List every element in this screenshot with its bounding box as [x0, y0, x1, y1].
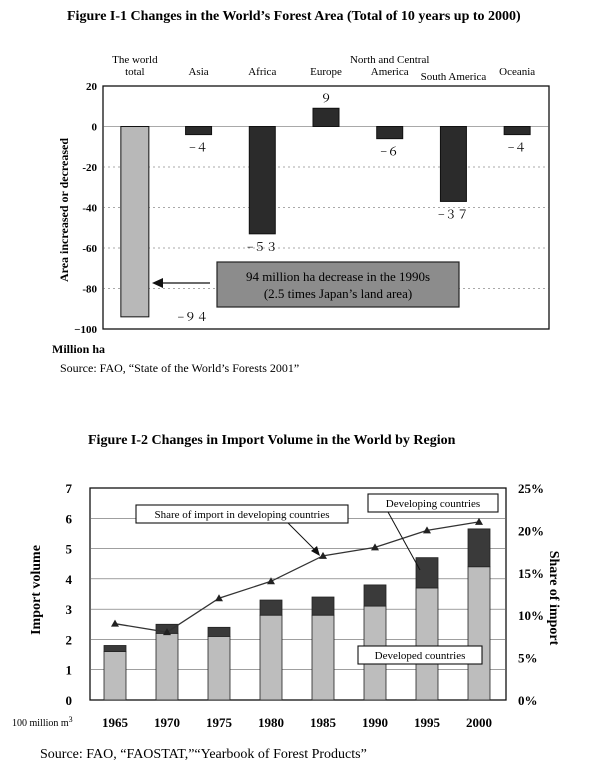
fig1-y-tick-label: -20 [82, 162, 97, 174]
fig2-bar-developing [468, 529, 490, 567]
fig1-category-label: America [370, 66, 409, 78]
fig1-annotation-line1: 94 million ha decrease in the 1990s [245, 269, 431, 284]
fig1-category-label: South America [420, 71, 487, 83]
fig2-y-tick-label: 4 [65, 571, 72, 587]
fig1-annotation-line2: (2.5 times Japan’s land area) [263, 286, 413, 301]
fig1-value-label: −３７ [438, 207, 469, 222]
fig2-y2-tick-label: 5% [518, 650, 538, 666]
fig2-y-tick-label: 2 [65, 632, 72, 648]
fig1-category-label: Oceania [499, 66, 536, 78]
fig2-y2-tick-label: 0% [518, 693, 538, 708]
fig2-bar-developing [416, 558, 438, 588]
fig1-category-label: North and Central [349, 54, 430, 66]
fig2-y-tick-label: 3 [65, 602, 72, 618]
fig1-bar-europe [313, 108, 339, 126]
fig2-y2-tick-label: 15% [518, 565, 544, 581]
fig2-developing-label: Developing countries [385, 498, 481, 510]
fig2-x-tick-label: 2000 [466, 715, 492, 730]
fig2-bar-developed [468, 567, 490, 700]
fig1-value-label: −４ [507, 140, 527, 155]
fig1-category-label: total [125, 66, 145, 78]
fig2-bar-developed [416, 588, 438, 700]
fig2-y-tick-label: 6 [65, 511, 72, 527]
fig2-bar-developed [208, 636, 230, 700]
fig1-value-label: −４ [189, 140, 208, 155]
fig1-y-tick-label: -80 [82, 283, 97, 296]
fig2-title: Figure I-2 Changes in Import Volume in the World by Region [88, 433, 456, 448]
fig2-x-tick-label: 1975 [206, 715, 232, 730]
fig2-bar-developed [312, 615, 334, 700]
fig2-y2-tick-label: 25% [518, 481, 544, 496]
fig1-y-tick-label: 0 [91, 121, 97, 134]
fig2-y-unit: 100 million $m^3$ [12, 715, 73, 729]
fig2-x-tick-label: 1995 [414, 715, 440, 730]
fig1-category-label: Asia [188, 66, 209, 78]
fig1-y-tick-label: −100 [74, 324, 97, 336]
fig1-source: Source: FAO, “State of the World’s Forests 2001” [60, 361, 300, 375]
fig2-source: Source: FAO, “FAOSTAT,”“Yearbook of Forest Products” [40, 747, 367, 762]
fig1-y-tick-label: 20 [86, 81, 97, 93]
fig1-y-axis-label: Area increased or decreased [57, 137, 71, 283]
fig1-value-label: ９ [319, 91, 333, 106]
fig2-bar-developed [260, 615, 282, 700]
fig1-title: Figure I-1 Changes in the World’s Forest Area (Total of 10 years up to 2000) [67, 9, 521, 24]
fig2-y-tick-label: 7 [65, 481, 72, 496]
fig2-bar-developing [208, 627, 230, 636]
fig2-developed-label: Developed countries [374, 650, 466, 662]
fig1-y-unit: Million ha [52, 342, 106, 356]
fig2-y2-tick-label: 20% [518, 523, 544, 539]
fig2-y-axis-label: Import volume [29, 545, 44, 635]
fig1-bar-south-america [440, 127, 466, 202]
fig2-x-tick-label: 1965 [102, 715, 128, 730]
fig1-category-label: Africa [248, 66, 277, 78]
fig1-bar-africa [249, 127, 275, 234]
fig2-x-tick-label: 1980 [258, 715, 284, 730]
fig1-bar-the-world-total [121, 127, 149, 317]
fig2-y-tick-label: 5 [65, 541, 72, 557]
fig2-y-tick-label: 0 [65, 693, 72, 708]
fig1-value-label: −６ [380, 144, 400, 159]
fig2-y2-axis-label: Share of import [546, 550, 561, 646]
fig1-y-tick-label: -60 [82, 243, 97, 255]
fig1-value-label: −９４ [177, 309, 209, 324]
fig2-share-point [475, 518, 483, 525]
fig1-y-tick-label: -40 [82, 202, 97, 215]
fig2-x-tick-label: 1970 [154, 715, 180, 730]
fig2-x-tick-label: 1990 [362, 715, 388, 730]
fig1-category-label: Europe [310, 66, 342, 78]
fig2-x-tick-label: 1985 [310, 715, 336, 730]
fig2-y2-tick-label: 10% [518, 608, 544, 624]
fig2-y-tick-label: 1 [65, 662, 72, 678]
fig2-bar-developing [364, 585, 386, 606]
fig1-bar-north-and-central-america [377, 127, 403, 139]
fig2-share-point [267, 577, 275, 584]
fig2-bar-developing [104, 645, 126, 651]
fig1-value-label: −５３ [246, 239, 278, 254]
fig2-bar-developing [312, 597, 334, 615]
fig1-category-label: The world [112, 54, 158, 66]
fig1-bar-asia [186, 127, 212, 135]
fig2-share-label: Share of import in developing countries [154, 509, 330, 521]
fig1-annotation-arrowhead [152, 278, 163, 288]
fig2-share-point [111, 620, 119, 627]
fig2-bar-developed [104, 652, 126, 700]
fig1-bar-oceania [504, 127, 530, 135]
fig2-bar-developing [260, 600, 282, 615]
fig2-bar-developed [156, 633, 178, 700]
